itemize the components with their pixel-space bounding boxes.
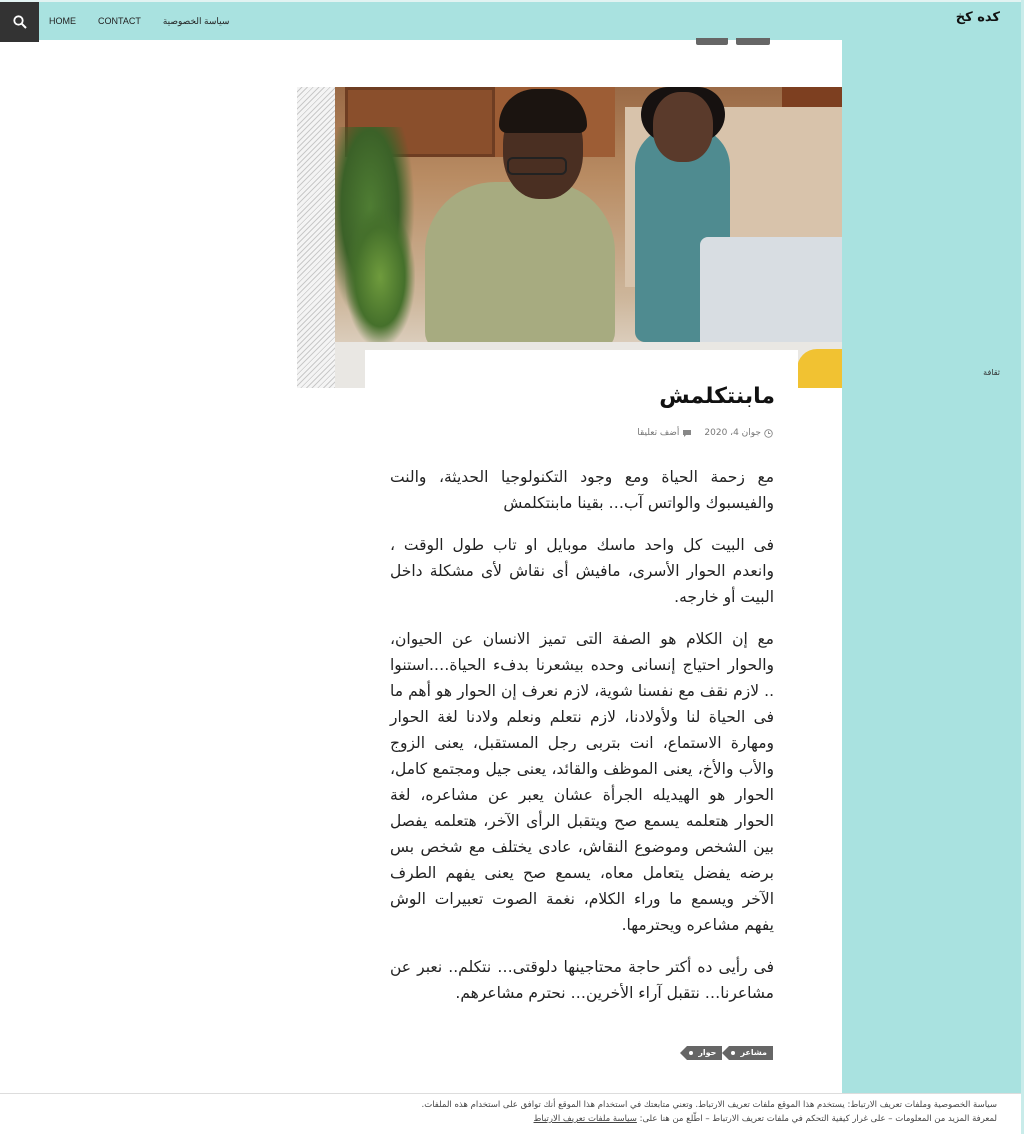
nav-contact-link[interactable]: CONTACT bbox=[98, 16, 141, 26]
previous-post-tags bbox=[696, 38, 770, 46]
main-menu bbox=[49, 2, 229, 40]
right-sidebar-panel bbox=[842, 38, 1024, 1093]
nav-home-link[interactable]: HOME bbox=[49, 16, 76, 26]
nav-privacy-link[interactable]: سياسة الخصوصية bbox=[162, 15, 230, 26]
tag-link-dialogue[interactable]: حوار bbox=[687, 1046, 722, 1060]
cookie-notice-more-text: لمعرفة المزيد من المعلومات – على غرار كيفية التحكم في ملفات تعريف الارتباط – اطّلع من هنا على: bbox=[639, 1114, 997, 1124]
clock-icon bbox=[764, 429, 773, 438]
photo-woman-head bbox=[653, 92, 713, 162]
cookie-notice-more bbox=[0, 1112, 997, 1126]
content-paragraph: فى رأيى ده أكتر حاجة محتاجينها دلوقتى… نتكلم.. نعبر عن مشاعرنا… نتقبل آراء الأخرين… نحترم مشاعرهم. bbox=[390, 958, 774, 1002]
content-paragraph: فى البيت كل واحد ماسك موبايل او تاب طول الوقت ، وانعدم الحوار الأسرى، مافيش أى نقاش لأى مشكلة داخل البيت أو خارجه. bbox=[390, 536, 774, 606]
comment-icon bbox=[682, 429, 692, 438]
featured-image-area bbox=[297, 87, 842, 388]
photo-plant bbox=[345, 207, 415, 347]
cookie-notice-text: سياسة الخصوصية وملفات تعريف الارتباط: يستخدم هذا الموقع ملفات تعريف الارتباط. وتعني متابعتك في استخدام هذا الموقع أنك توافق على استخدام هذه الملفات. bbox=[421, 1100, 997, 1110]
previous-tag-1[interactable] bbox=[696, 38, 728, 45]
search-button[interactable] bbox=[0, 2, 39, 42]
content-paragraph: مع إن الكلام هو الصفة التى تميز الانسان عن الحيوان، والحوار احتياج إنسانى وحده بيشعرنا بدفء الحياة….استنوا .. لازم نقف مع نفسنا شوية، لازم نعرف إن الحوار هو أهم ما فى الحياة لنا ولأولادنا، لازم نتعلم ونعلم ولادنا لغة الحوار ومهارة الاستماع، انت بتربى رجل المستقبل، يعنى الزوج والأب والأخ، يعنى الموظف والقائد، يعنى جيل ومجتمع كامل، الحوار هو الهيديله الجرأة عشان يعبر عن مشاعره، لغة الحوار هتعلمه يسمع صح ويتقبل الرأى الآخر، هتعلمه يفصل بين الشخص وموضوع النقاش، عادى يختلف مع شخص بس برضه يفضل يتعامل معاه، يسمع صح يعنى يفهم الطرف الآخر ويسمع ما وراء الكلام، نغمة الصوت تعبيرات الوش يفهم مشاعره ويحترمها. bbox=[390, 630, 774, 934]
site-title[interactable]: كده كخ bbox=[955, 10, 1000, 25]
photo-laptop bbox=[700, 237, 842, 357]
post-category-link[interactable]: ثقافة bbox=[983, 368, 1000, 377]
post-meta bbox=[637, 428, 773, 438]
photo-glasses bbox=[507, 157, 567, 175]
cookie-policy-link[interactable]: سياسة ملفات تعريف الارتباط bbox=[533, 1114, 637, 1124]
comments-link-text: أضف تعليقا bbox=[637, 428, 680, 438]
previous-tag-2[interactable] bbox=[736, 38, 770, 45]
post-tags bbox=[687, 1046, 773, 1060]
featured-photo[interactable] bbox=[335, 87, 842, 388]
photo-cabinet bbox=[782, 87, 842, 109]
comments-link[interactable] bbox=[637, 428, 692, 438]
cookie-notice bbox=[0, 1093, 1021, 1134]
content-paragraph: مع زحمة الحياة ومع وجود التكنولوجيا الحديثة، والنت والفيسبوك والواتس آب… بقينا مابنتكلمش bbox=[390, 468, 774, 512]
top-navigation-bar bbox=[0, 0, 1024, 40]
post-title[interactable]: مابنتكلمش bbox=[659, 384, 775, 409]
photo-man bbox=[425, 182, 615, 352]
photo-yellow-object bbox=[797, 349, 842, 388]
post-date[interactable] bbox=[704, 428, 773, 438]
search-icon bbox=[13, 15, 27, 29]
post-content bbox=[390, 464, 774, 1022]
post-date-text: جوان 4، 2020 bbox=[704, 428, 761, 438]
decorative-stripes bbox=[297, 87, 335, 388]
tag-link-feelings[interactable]: مشاعر bbox=[729, 1046, 773, 1060]
